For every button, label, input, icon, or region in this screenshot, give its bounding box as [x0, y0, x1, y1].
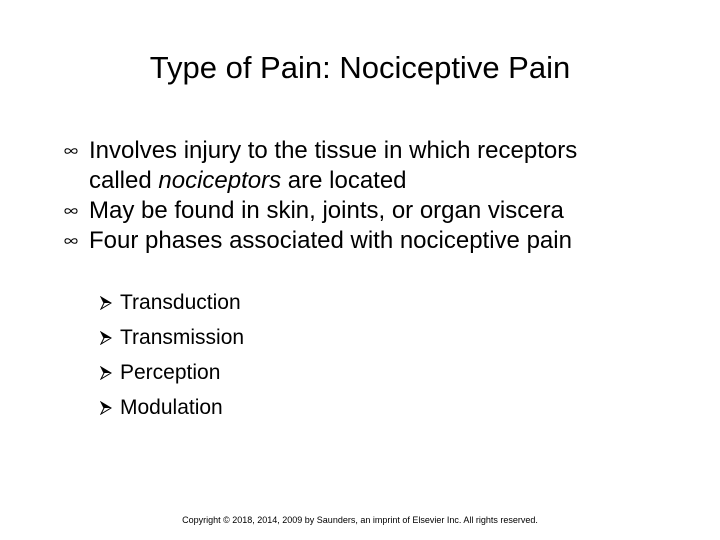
bullet-item [0, 196, 720, 226]
sub-bullet-text: Modulation [120, 396, 223, 419]
infinity-bullet-icon [62, 147, 80, 155]
sub-bullet-list [0, 285, 720, 425]
bullet-text-line-1: Involves injury to the tissue in which receptors [89, 137, 578, 164]
bullet-text-italic-term: nociceptors [158, 167, 282, 194]
bullet-item [0, 226, 720, 256]
sub-bullet-item [0, 390, 720, 425]
arrow-bullet-icon [100, 331, 112, 345]
copyright-footer: Copyright © 2018, 2014, 2009 by Saunders, an imprint of Elsevier Inc. All rights reserved. [182, 515, 538, 525]
bullet-text-prefix: called [89, 167, 159, 194]
bullet-list [0, 136, 720, 256]
sub-bullet-text: Perception [120, 361, 221, 384]
sub-bullet-text: Transmission [120, 326, 245, 349]
infinity-bullet-icon [62, 237, 80, 245]
infinity-bullet-icon [62, 207, 80, 215]
sub-bullet-text: Transduction [120, 291, 241, 314]
sub-bullet-item [0, 320, 720, 355]
bullet-text: Four phases associated with nociceptive pain [89, 227, 572, 254]
arrow-bullet-icon [100, 401, 112, 415]
bullet-text-line-2 [89, 166, 720, 196]
sub-bullet-item [0, 355, 720, 390]
arrow-bullet-icon [100, 296, 112, 310]
slide-title: Type of Pain: Nociceptive Pain [149, 50, 571, 85]
bullet-item [0, 136, 720, 196]
arrow-bullet-icon [100, 366, 112, 380]
bullet-text: May be found in skin, joints, or organ viscera [89, 197, 564, 224]
bullet-text-suffix: are located [281, 167, 407, 194]
sub-bullet-item [0, 285, 720, 320]
